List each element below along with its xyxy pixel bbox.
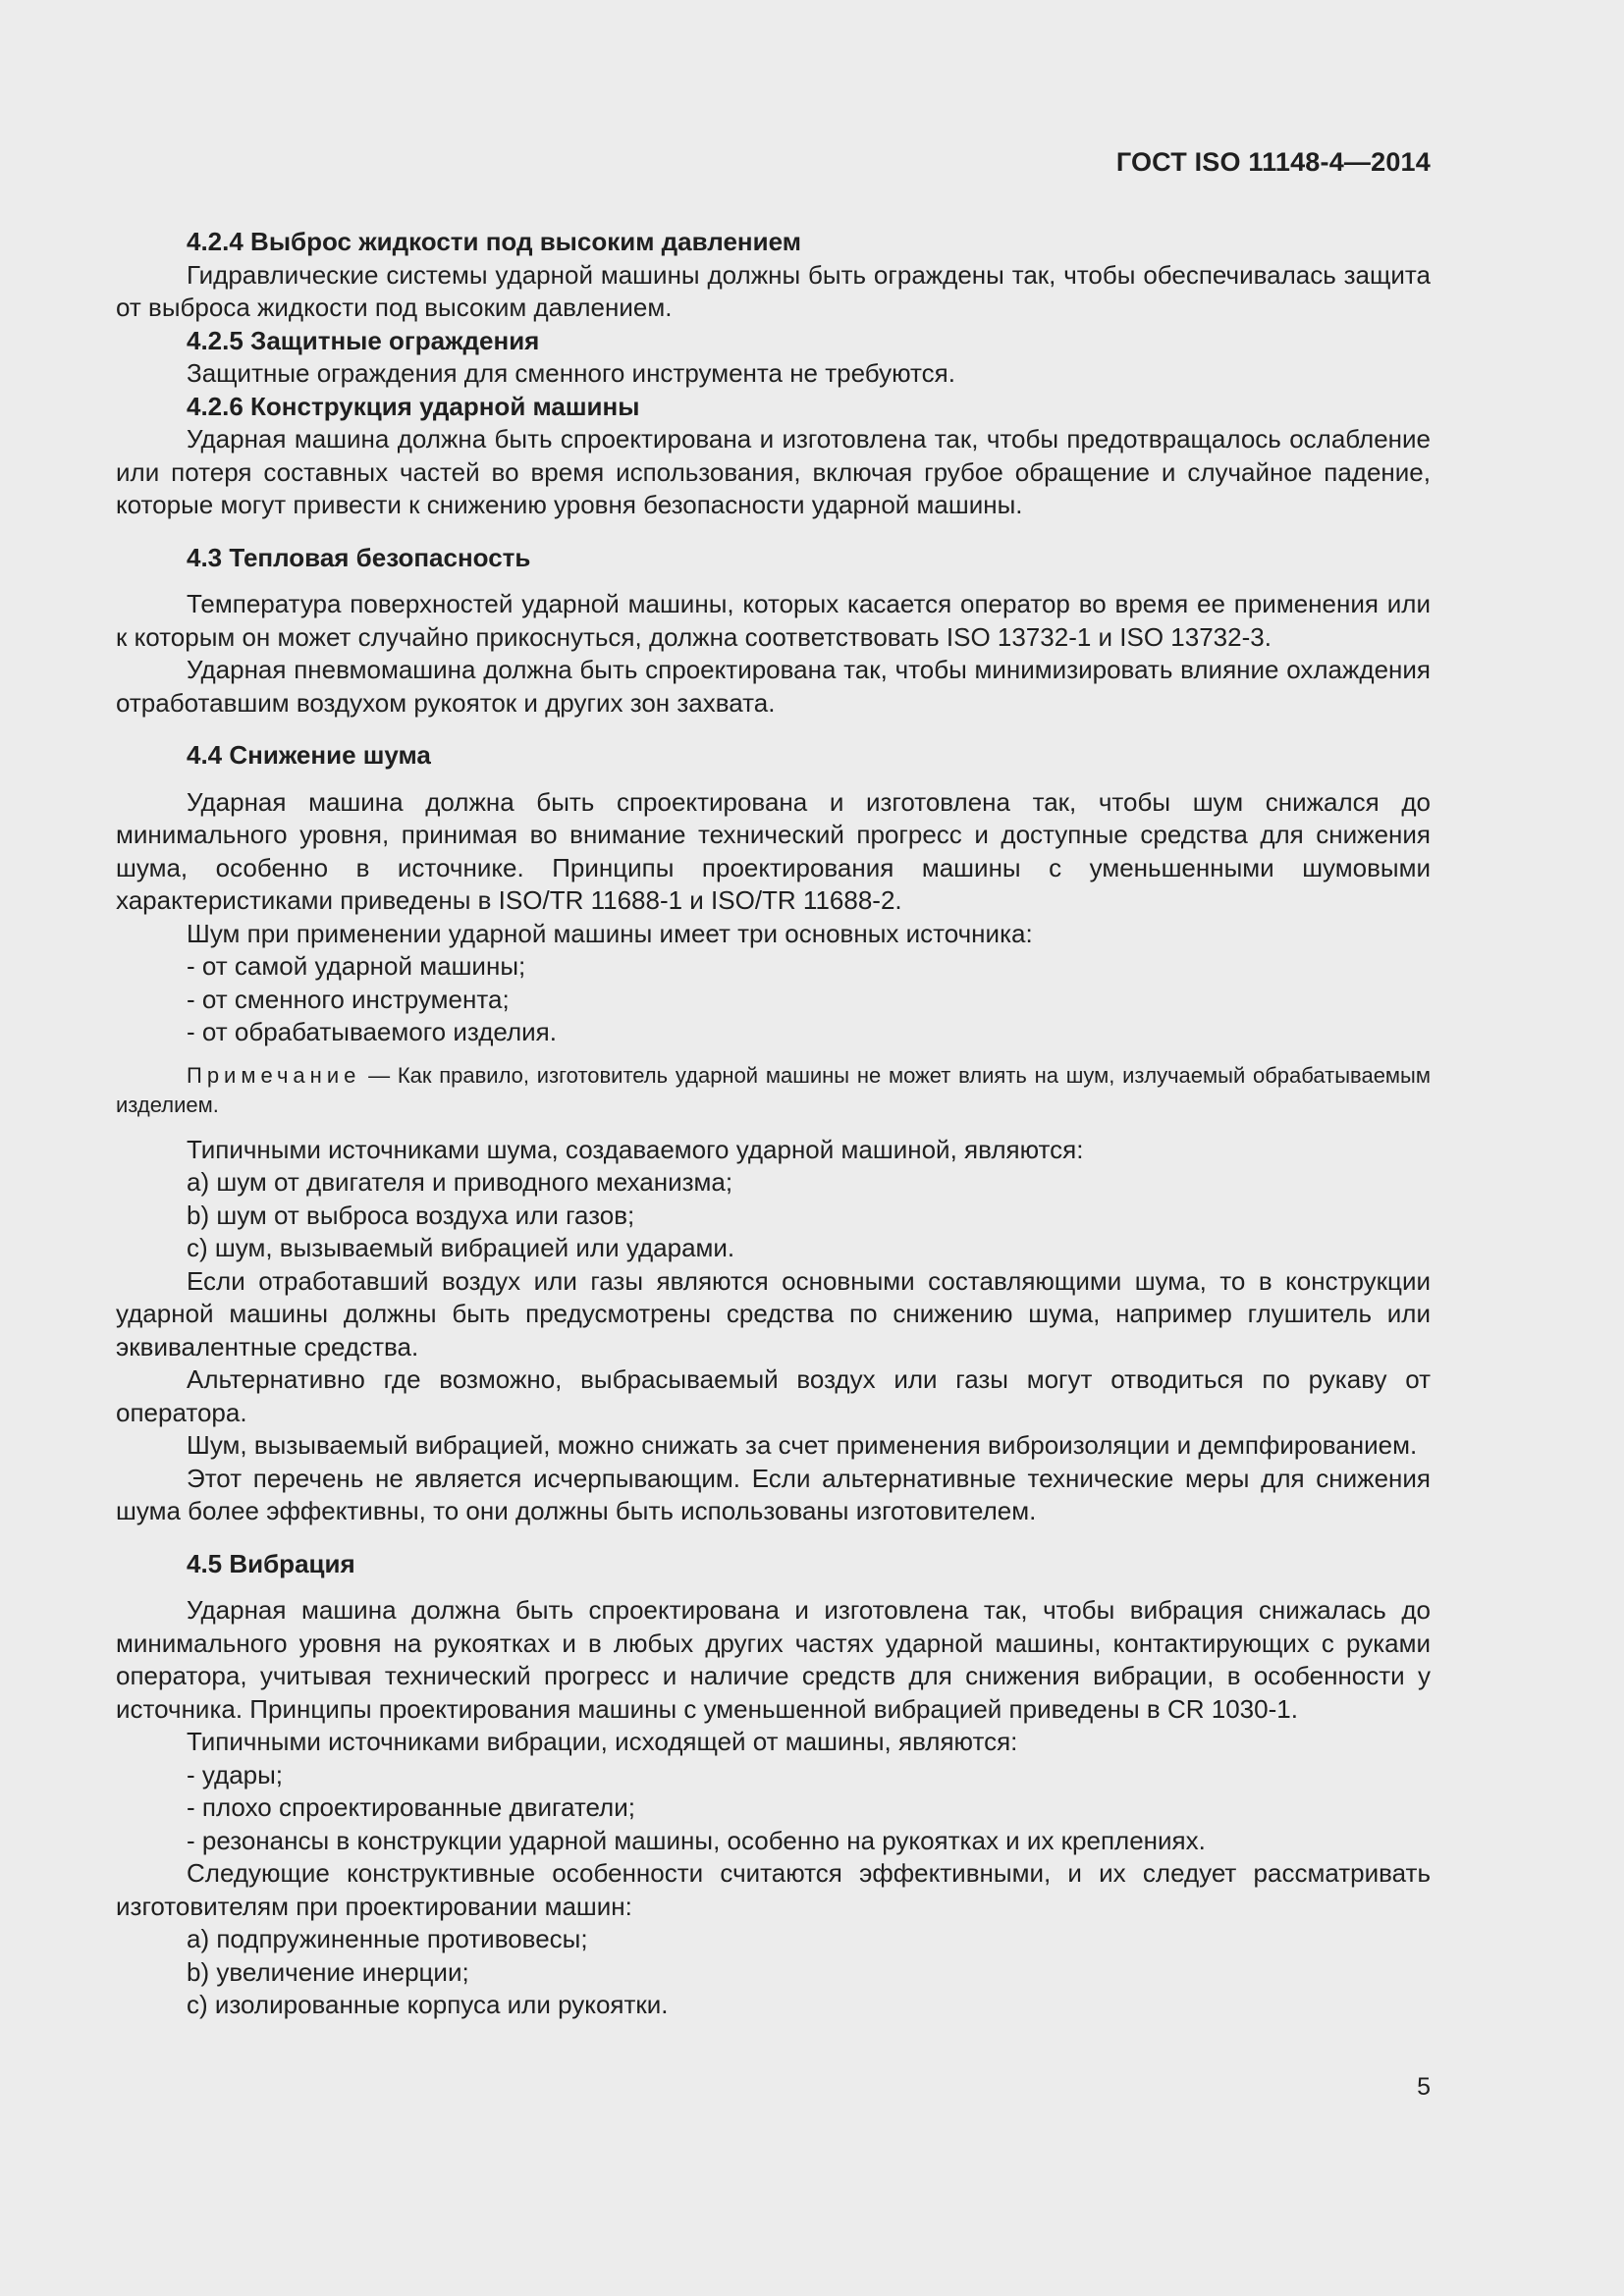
- heading-4-3: 4.3 Тепловая безопасность: [187, 542, 531, 572]
- heading-4-2-4: 4.2.4 Выброс жидкости под высоким давлением: [187, 227, 801, 256]
- list-item: - резонансы в конструкции ударной машины, особенно на рукоятках и их креплениях.: [187, 1825, 1206, 1855]
- list-item: c) шум, вызываемый вибрацией или ударами.: [187, 1233, 735, 1262]
- paragraph: Шум, вызываемый вибрацией, можно снижать за счет применения виброизоляции и демпфированием.: [187, 1430, 1418, 1460]
- list-item: - от самой ударной машины;: [187, 951, 526, 981]
- heading-4-2-6: 4.2.6 Конструкция ударной машины: [187, 391, 640, 421]
- paragraph: Защитные ограждения для сменного инструмента не требуются.: [187, 358, 955, 388]
- list-item: a) шум от двигателя и приводного механизма;: [187, 1167, 733, 1197]
- paragraph: Ударная машина должна быть спроектирована и изготовлена так, чтобы вибрация снижалась до минимального уровня на рукоятках и в любых других частях ударной машины, контактирующих с руками оператора, учитывая технический прогресс и наличие средств для снижения вибрации, в особенности у источника. Принципы проектирования машины с уменьшенной вибрацией приведены в CR 1030-1.: [116, 1595, 1431, 1724]
- list-item: a) подпружиненные противовесы;: [187, 1924, 588, 1953]
- heading-4-2-5: 4.2.5 Защитные ограждения: [187, 325, 540, 355]
- heading-4-5: 4.5 Вибрация: [187, 1548, 355, 1578]
- list-item: - плохо спроектированные двигатели;: [187, 1792, 635, 1822]
- paragraph: Ударная пневмомашина должна быть спроектирована так, чтобы минимизировать влияние охлаждения отработавшим воздухом рукояток и других зон захвата.: [116, 655, 1431, 718]
- paragraph: Следующие конструктивные особенности считаются эффективными, и их следует рассматривать изготовителям при проектировании машин:: [116, 1858, 1431, 1921]
- note-label: Примечание: [187, 1062, 361, 1088]
- paragraph: Альтернативно где возможно, выбрасываемый воздух или газы могут отводиться по рукаву от оператора.: [116, 1364, 1431, 1427]
- paragraph: Ударная машина должна быть спроектирована и изготовлена так, чтобы шум снижался до минимального уровня, принимая во внимание технический прогресс и доступные средства для снижения шума, особенно в источнике. Принципы проектирования машины с уменьшенными шумовыми характеристиками приведены в ISO/TR 11688-1 и ISO/TR 11688-2.: [116, 786, 1431, 915]
- note: [116, 1061, 1431, 1120]
- list-item: b) шум от выброса воздуха или газов;: [187, 1200, 635, 1230]
- paragraph: Этот перечень не является исчерпывающим. Если альтернативные технические меры для снижения шума более эффективны, то они должны быть использованы изготовителем.: [116, 1463, 1431, 1525]
- document-page: [116, 0, 1431, 2296]
- list-item: c) изолированные корпуса или рукоятки.: [187, 1990, 669, 2019]
- list-item: - удары;: [187, 1759, 284, 1789]
- paragraph: Гидравлические системы ударной машины должны быть ограждены так, чтобы обеспечивалась защита от выброса жидкости под высоким давлением.: [116, 259, 1431, 322]
- page-content: [116, 226, 1431, 2022]
- list-item: b) увеличение инерции;: [187, 1956, 469, 1987]
- paragraph: Типичными источниками шума, создаваемого ударной машиной, являются:: [187, 1134, 1084, 1164]
- paragraph: Шум при применении ударной машины имеет три основных источника:: [187, 918, 1033, 948]
- paragraph: Если отработавший воздух или газы являются основными составляющими шума, то в конструкции ударной машины должны быть предусмотрены средства по снижению шума, например глушитель или эквивалентные средства.: [116, 1265, 1431, 1362]
- paragraph: Температура поверхностей ударной машины, которых касается оператор во время ее применения или к которым он может случайно прикоснуться, должна соответствовать ISO 13732-1 и ISO 13732-3.: [116, 589, 1431, 652]
- list-item: - от обрабатываемого изделия.: [187, 1017, 557, 1046]
- note-text: — Как правило, изготовитель ударной машины не может влиять на шум, излучаемый обрабатываемым изделием.: [116, 1062, 1431, 1117]
- paragraph: Типичными источниками вибрации, исходящей от машины, являются:: [187, 1727, 1018, 1756]
- paragraph: Ударная машина должна быть спроектирована и изготовлена так, чтобы предотвращалось ослабление или потеря составных частей во время использования, включая грубое обращение и случайное падение, которые могут привести к снижению уровня безопасности ударной машины.: [116, 424, 1431, 519]
- document-code-header: ГОСТ ISO 11148-4—2014: [1115, 147, 1431, 177]
- page-number: 5: [1417, 2073, 1431, 2101]
- heading-4-4: 4.4 Снижение шума: [187, 740, 431, 770]
- list-item: - от сменного инструмента;: [187, 984, 510, 1014]
